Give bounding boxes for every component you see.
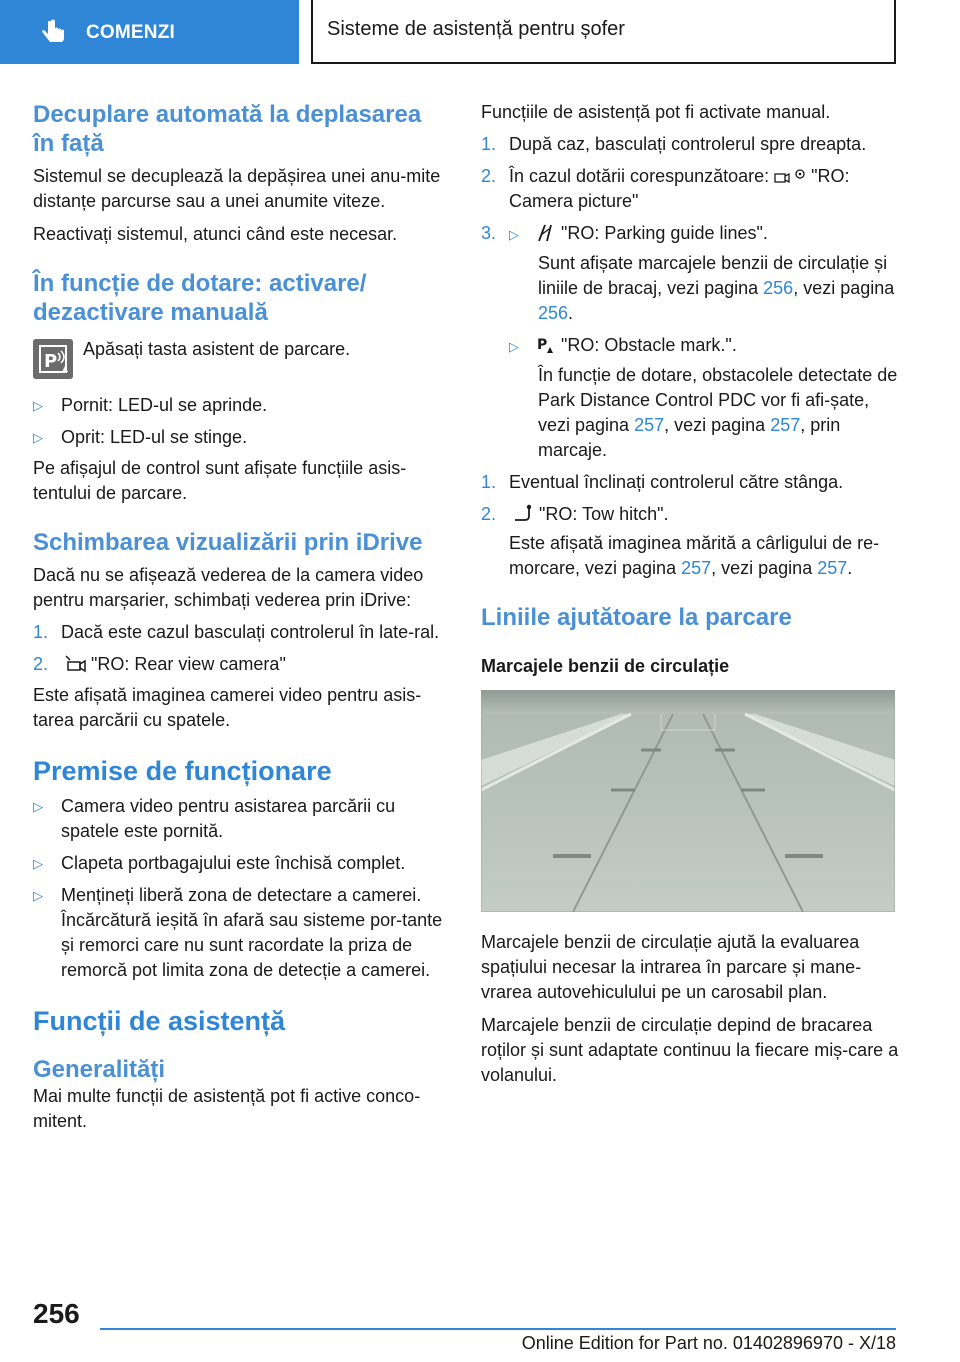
heading-manual-activation: În funcție de dotare: activare/ dezactivare manuală — [33, 270, 367, 326]
left-column — [33, 100, 448, 1134]
paragraph: Dacă nu se afișează vederea de la camera video pentru marșarier, schimbați vederea prin iDrive: — [33, 565, 424, 610]
step-item: 2. "RO: Rear view camera" — [33, 654, 286, 674]
paragraph: Apăsați tasta asistent de parcare. — [83, 339, 351, 359]
list-item: ▷ Pornit: LED-ul se aprinde. — [33, 393, 448, 418]
chapter-tab-label: COMENZI — [86, 22, 176, 43]
paragraph: Pe afișajul de control sunt afișate funcțiile asis-tentului de parcare. — [33, 458, 407, 503]
lane-markings-photo — [481, 690, 895, 912]
list-item: ▷ Clapeta portbagajului este închisă complet. — [33, 851, 448, 876]
list-item: ▷ Mențineți liberă zona de detectare a camerei. Încărcătură ieșită în afară sau sisteme por-tante și remorci care nu sunt racordate la priza de remorcă pot limita zona de detecție a camerei. — [33, 883, 448, 983]
paragraph: Funcțiile de asistență pot fi activate manual. — [481, 102, 831, 122]
list-item: ▷ Camera video pentru asistarea parcării cu spatele este pornită. — [33, 794, 448, 844]
chapter-tab[interactable] — [0, 0, 299, 64]
paragraph: Reactivați sistemul, atunci când este necesar. — [33, 224, 398, 244]
rear-camera-icon — [65, 654, 87, 674]
step-item: 1. După caz, basculați controlerul spre dreapta. — [481, 134, 867, 154]
step-item: 1. Eventual înclinați controlerul către stânga. — [481, 472, 844, 492]
page-link[interactable]: 256 — [763, 278, 794, 298]
triangle-bullet-icon: ▷ — [509, 339, 519, 354]
heading-prerequisites: Premise de funcționare — [33, 756, 332, 786]
paragraph: Mai multe funcții de asistență pot fi active conco-mitent. — [33, 1086, 421, 1131]
heading-assist-functions: Funcții de asistență — [33, 1006, 286, 1036]
triangle-bullet-icon: ▷ — [33, 856, 43, 871]
heading-parking-lines: Liniile ajutătoare la parcare — [481, 604, 792, 631]
paragraph: Marcajele benzii de circulație ajută la evaluarea spațiului necesar la intrarea în parcare și mane-vrarea autovehiculului pe un carosabil plan. — [481, 932, 862, 1002]
park-assist-button-icon — [33, 339, 73, 379]
heading-auto-disengage: Decuplare automată la deplasarea în față — [33, 101, 422, 157]
step-item: 2. În cazul dotării corespunzătoare: "RO: Camera picture" — [481, 166, 850, 211]
heading-general: Generalități — [33, 1056, 166, 1083]
list-item: ▷ Oprit: LED-ul se stinge. — [33, 425, 448, 450]
triangle-bullet-icon: ▷ — [33, 799, 43, 814]
svg-text:P: P — [44, 351, 58, 372]
step-description: Sunt afișate marcajele benzii de circulație și liniile de bracaj, vezi pagina 256, vezi pagina 256. — [538, 253, 895, 323]
triangle-bullet-icon: ▷ — [33, 888, 43, 903]
heading-idrive-view: Schimbarea vizualizării prin iDrive — [33, 529, 423, 556]
page-link[interactable]: 257 — [817, 558, 848, 578]
page-link[interactable]: 256 — [538, 303, 569, 323]
section-header — [311, 0, 896, 64]
sub-step-item: ▷ P "RO: Obstacle mark.". — [509, 335, 737, 355]
triangle-bullet-icon: ▷ — [509, 227, 519, 242]
page-link[interactable]: 257 — [634, 415, 665, 435]
footer-divider — [100, 1328, 896, 1330]
subheading-lane-markings: Marcajele benzii de circulație — [481, 656, 730, 676]
obstacle-mark-icon — [535, 335, 557, 355]
page-link[interactable]: 257 — [770, 415, 801, 435]
svg-text:P: P — [537, 337, 548, 353]
camera-settings-icon — [773, 166, 807, 186]
paragraph: Marcajele benzii de circulație depind de bracarea roților și sunt adaptate continuu la fiecare miș-care a volanului. — [481, 1015, 899, 1085]
guide-lines-icon — [535, 223, 557, 243]
page-link[interactable]: 257 — [681, 558, 712, 578]
step-description: În funcție de dotare, obstacolele detectate de Park Distance Control PDC vor fi afi-șate, vezi pagina 257, vezi pagina 257, prin marcaje. — [538, 365, 898, 460]
step-item: 3. ▷ "RO: Parking guide lines". — [481, 223, 768, 243]
paragraph: Este afișată imaginea camerei video pentru asis-tarea parcării cu spatele. — [33, 685, 422, 730]
right-column — [481, 100, 899, 1088]
button-instruction — [33, 337, 448, 379]
step-item: 1. Dacă este cazul basculați controlerul în late-ral. — [33, 622, 440, 642]
step-item: 2. "RO: Tow hitch". — [481, 504, 669, 524]
triangle-bullet-icon: ▷ — [33, 398, 43, 413]
triangle-bullet-icon: ▷ — [33, 430, 43, 445]
touch-hand-icon — [38, 18, 68, 48]
page-number: 256 — [33, 1298, 80, 1329]
tow-hitch-icon — [513, 504, 535, 524]
step-description: Este afișată imaginea mărită a cârligului de re-morcare, vezi pagina 257, vezi pagina 257. — [509, 533, 880, 578]
section-title: Sisteme de asistență pentru șofer — [327, 18, 625, 40]
paragraph: Sistemul se decuplează la depășirea unei anu-mite distanțe parcurse sau a unei anumite viteze. — [33, 166, 441, 211]
footer-edition: Online Edition for Part no. 01402896970 - X/18 — [521, 1333, 896, 1353]
